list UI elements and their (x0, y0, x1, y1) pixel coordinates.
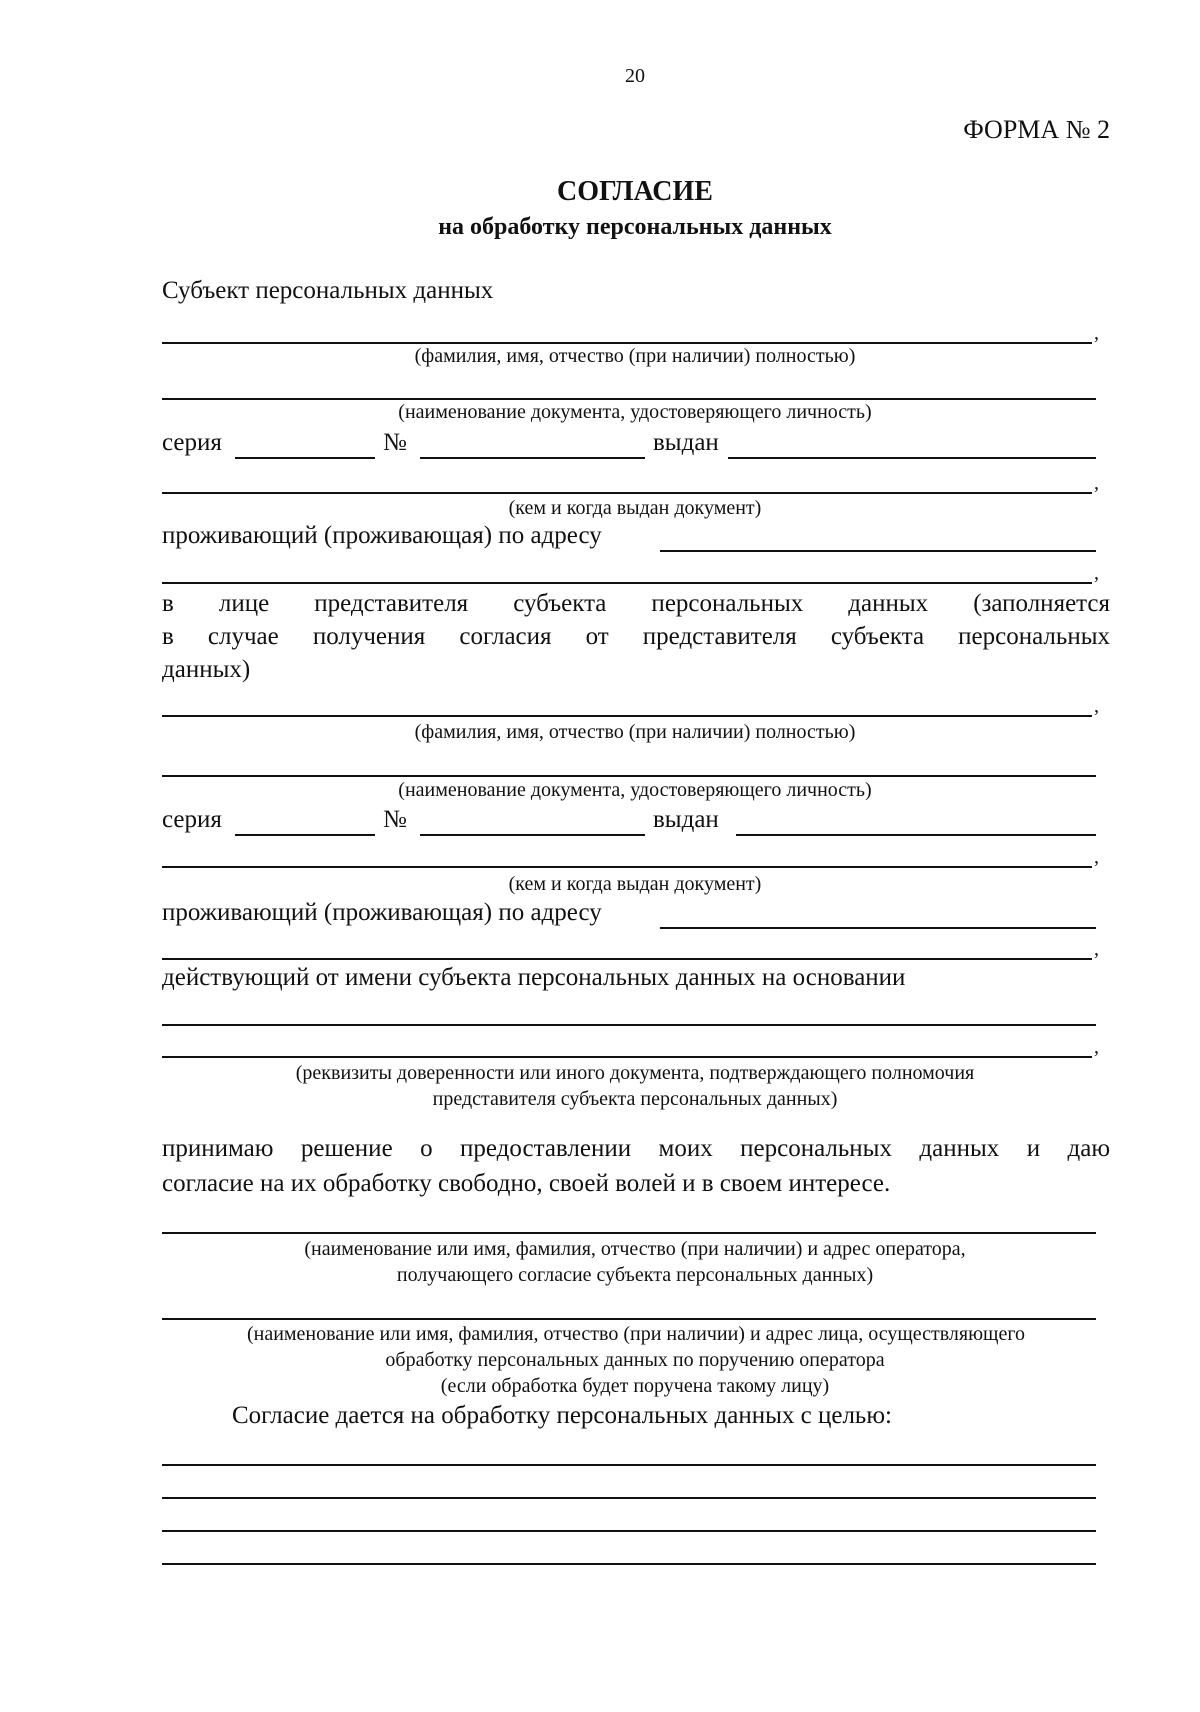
number-label: № (383, 429, 407, 456)
document-title: СОГЛАСИЕ (557, 176, 713, 207)
comma: , (1094, 472, 1099, 494)
number-field[interactable] (420, 457, 645, 459)
series-field[interactable] (235, 457, 375, 459)
purpose-field-2[interactable] (162, 1497, 1096, 1499)
purpose-field-4[interactable] (162, 1563, 1096, 1565)
address-label: проживающий (проживающая) по адресу (162, 899, 602, 926)
caption-document: (наименование документа, удостоверяющего личность) (398, 401, 872, 423)
purpose-field-1[interactable] (162, 1464, 1096, 1466)
processor-field[interactable] (162, 1318, 1096, 1320)
decision-text-line1: принимаю решение о предоставлении моих персональных данных и даю (162, 1135, 1110, 1162)
issued-field[interactable] (728, 457, 1096, 459)
caption-operator-line2: получающего согласие субъекта персональных данных) (396, 1264, 874, 1286)
representative-text-line1: в лице представителя субъекта персональных данных (заполняется (162, 590, 1110, 617)
comma: , (1094, 562, 1099, 584)
number-field[interactable] (420, 834, 645, 836)
address-field[interactable] (660, 550, 1096, 552)
form-label: ФОРМА № 2 (963, 115, 1110, 144)
address-field[interactable] (660, 927, 1096, 929)
acting-basis-label: действующий от имени субъекта персональных данных на основании (162, 964, 906, 991)
number-label: № (383, 806, 407, 833)
decision-text-line2: согласие на их обработку свободно, своей волей и в своем интересе. (162, 1170, 891, 1197)
address-field-continued[interactable] (162, 582, 1092, 584)
representative-fio-field[interactable] (162, 715, 1092, 717)
issued-by-field[interactable] (162, 492, 1092, 494)
caption-issued: (кем и когда выдан документ) (508, 497, 762, 519)
comma: , (1094, 846, 1099, 868)
caption-operator-line1: (наименование или имя, фамилия, отчество (при наличии) и адрес оператора, (304, 1238, 966, 1260)
power-of-attorney-field[interactable] (162, 1024, 1096, 1026)
caption-processor-line1: (наименование или имя, фамилия, отчество (при наличии) и адрес лица, осуществляющего (246, 1323, 1026, 1345)
address-label: проживающий (проживающая) по адресу (162, 522, 602, 549)
series-field[interactable] (235, 834, 375, 836)
caption-document: (наименование документа, удостоверяющего личность) (398, 779, 872, 801)
issued-label: выдан (653, 806, 719, 833)
comma: , (1094, 938, 1099, 960)
issued-field[interactable] (736, 834, 1096, 836)
address-field-continued[interactable] (162, 958, 1092, 960)
representative-document-field[interactable] (162, 775, 1096, 777)
caption-processor-line3: (если обработка будет поручена такому лицу) (440, 1375, 830, 1397)
representative-text-line3: данных) (162, 656, 251, 683)
document-subtitle: на обработку персональных данных (438, 214, 832, 240)
purpose-field-3[interactable] (162, 1530, 1096, 1532)
caption-power-of-attorney-line2: представителя субъекта персональных данных) (432, 1088, 838, 1110)
representative-text-line2: в случае получения согласия от представителя субъекта персональных (162, 623, 1110, 650)
power-of-attorney-field-continued[interactable] (162, 1056, 1092, 1058)
series-label: серия (162, 429, 222, 456)
issued-by-field[interactable] (162, 866, 1092, 868)
purpose-label: Согласие дается на обработку персональных данных с целью: (232, 1402, 892, 1429)
comma: , (1094, 1036, 1099, 1058)
caption-issued: (кем и когда выдан документ) (508, 873, 762, 895)
caption-processor-line2: обработку персональных данных по поручению оператора (385, 1349, 885, 1371)
operator-field[interactable] (162, 1232, 1096, 1234)
comma: , (1094, 322, 1099, 344)
series-label: серия (162, 806, 222, 833)
issued-label: выдан (653, 429, 719, 456)
comma: , (1094, 695, 1099, 717)
page-number: 20 (625, 65, 645, 87)
caption-fio: (фамилия, имя, отчество (при наличии) полностью) (414, 721, 856, 743)
caption-fio: (фамилия, имя, отчество (при наличии) полностью) (414, 345, 856, 367)
subject-label: Субъект персональных данных (162, 277, 494, 304)
caption-power-of-attorney-line1: (реквизиты доверенности или иного документа, подтверждающего полномочия (295, 1062, 975, 1084)
